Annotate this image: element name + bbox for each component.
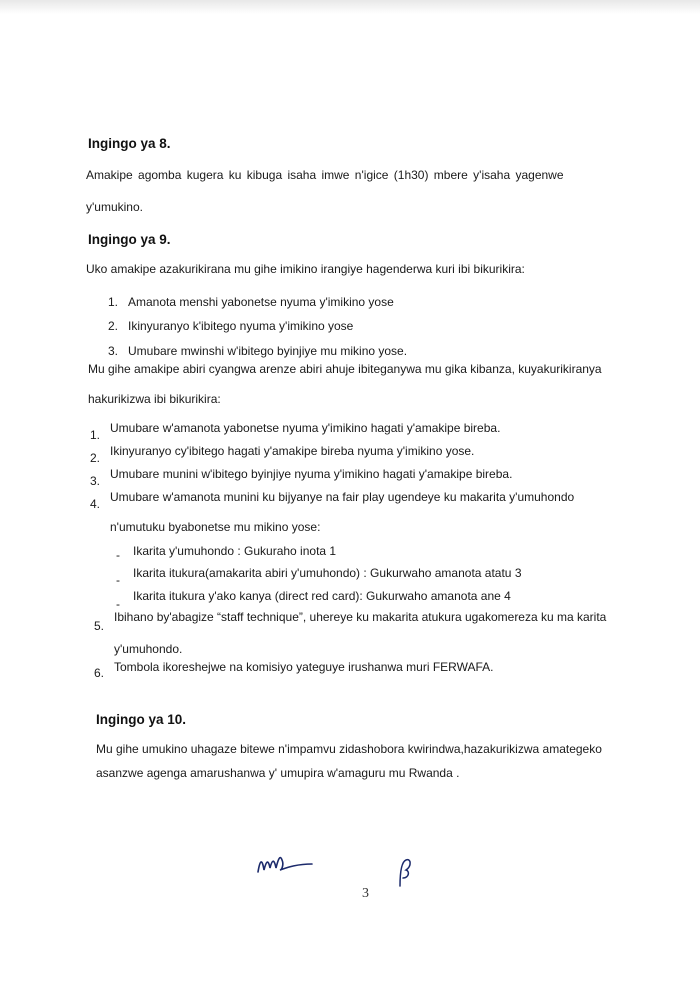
tiebreaker-number: 4. — [90, 497, 101, 511]
tiebreaker-item: Ikinyuranyo cy'ibitego hagati y'amakipe bireba nyuma y'imikino yose. — [110, 444, 475, 458]
tie-paragraph-line2: hakurikizwa ibi bikurikira: — [88, 392, 221, 406]
article-10-text-line1: Mu gihe umukino uhagaze bitewe n'impamvu zidashobora kwirindwa,hazakurikizwa amategeko — [96, 742, 602, 756]
article-9-heading: Ingingo ya 9. — [88, 232, 171, 247]
page-number: 3 — [362, 886, 369, 901]
tiebreaker-number: 6. — [94, 666, 105, 680]
tiebreaker-item-continuation: y'umuhondo. — [114, 642, 183, 656]
tiebreaker-item: Umubare w'amanota yabonetse nyuma y'imikino hagati y'amakipe bireba. — [110, 421, 501, 435]
fairplay-item: Ikarita itukura y'ako kanya (direct red card): Gukurwaho amanota ane 4 — [133, 589, 511, 603]
criteria-item: Amanota menshi yabonetse nyuma y'imikino yose — [128, 295, 394, 309]
article-9-intro: Uko amakipe azakurikirana mu gihe imikino irangiye hagenderwa kuri ibi bikurikira: — [86, 262, 525, 276]
sub-bullet: - — [116, 573, 120, 587]
criteria-number: 1. — [108, 295, 119, 309]
article-8-text-line1: Amakipe agomba kugera ku kibuga isaha imwe n'igice (1h30) mbere y'isaha yagenwe — [86, 168, 564, 182]
tiebreaker-item: Tombola ikoreshejwe na komisiyo yateguye irushanwa muri FERWAFA. — [114, 660, 494, 674]
tiebreaker-item: Ibihano by'abagize “staff technique”, uhereye ku makarita atukura ugakomereza ku ma karita — [114, 610, 607, 624]
tiebreaker-number: 3. — [90, 474, 101, 488]
sub-bullet: - — [116, 597, 120, 611]
tiebreaker-item: Umubare munini w'ibitego byinjiye nyuma y'imikino hagati y'amakipe bireba. — [110, 467, 513, 481]
fairplay-item: Ikarita y'umuhondo : Gukuraho inota 1 — [133, 544, 337, 558]
fairplay-item: Ikarita itukura(amakarita abiri y'umuhondo) : Gukurwaho amanota atatu 3 — [133, 566, 522, 580]
tiebreaker-item: Umubare w'amanota munini ku bijyanye na fair play ugendeye ku makarita y'umuhondo — [110, 490, 575, 504]
tiebreaker-number: 1. — [90, 428, 101, 442]
criteria-item: Umubare mwinshi w'ibitego byinjiye mu mikino yose. — [128, 344, 408, 358]
tiebreaker-number: 2. — [90, 451, 101, 465]
article-10-text-line2: asanzwe agenga amarushanwa y' umupira w'amaguru mu Rwanda . — [96, 766, 460, 780]
scan-edge-shade — [0, 0, 700, 14]
criteria-number: 2. — [108, 319, 119, 333]
article-8-heading: Ingingo ya 8. — [88, 136, 171, 151]
tie-paragraph-line1: Mu gihe amakipe abiri cyangwa arenze abiri ahuje ibiteganywa mu gika kibanza, kuyakurikiranya — [88, 362, 602, 376]
tiebreaker-number: 5. — [94, 619, 105, 633]
sub-bullet: - — [116, 548, 120, 562]
article-10-heading: Ingingo ya 10. — [96, 712, 187, 727]
handwritten-initials-left — [252, 846, 322, 886]
tiebreaker-item-continuation: n'umutuku byabonetse mu mikino yose: — [110, 520, 321, 534]
article-8-text-line2: y'umukino. — [86, 200, 143, 214]
criteria-item: Ikinyuranyo k'ibitego nyuma y'imikino yose — [128, 319, 354, 333]
criteria-number: 3. — [108, 344, 119, 358]
handwritten-initials-right — [392, 852, 422, 892]
